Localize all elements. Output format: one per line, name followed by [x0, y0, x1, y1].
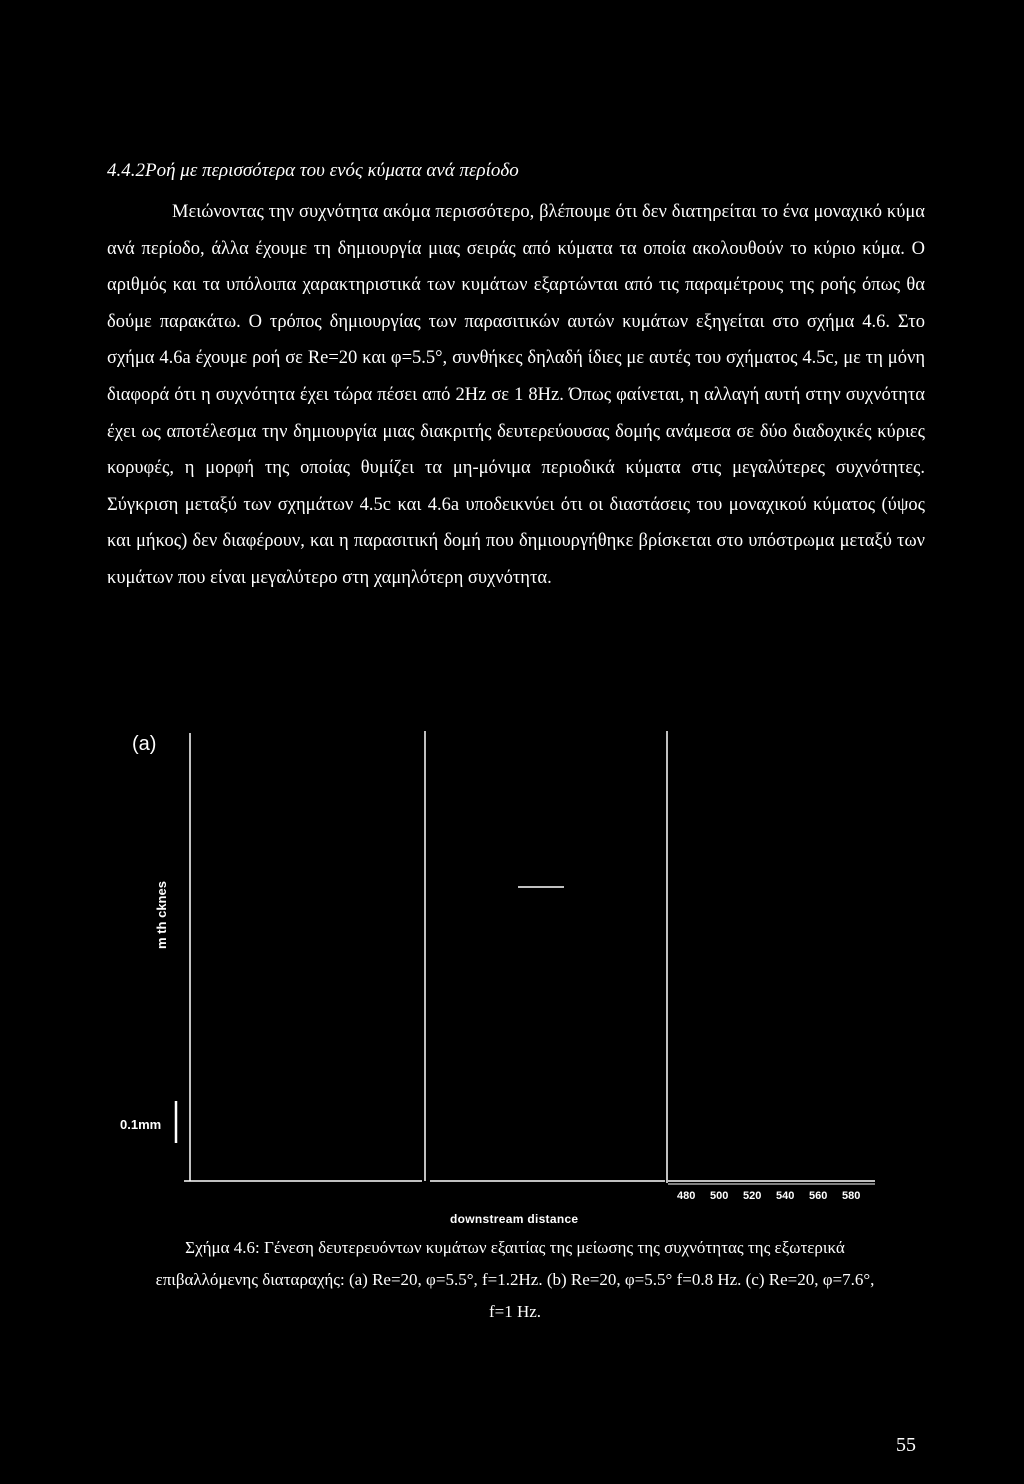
- section-heading: 4.4.2Ροή με περισσότερα του ενός κύματα ανά περίοδο: [107, 160, 519, 181]
- x-tick-label: 540: [776, 1190, 795, 1202]
- x-tick-label: 580: [842, 1190, 861, 1202]
- caption-line-1: Σχήμα 4.6: Γένεση δευτερευόντων κυμάτων εξαιτίας της μείωσης της συχνότητας της εξωτερικά: [185, 1238, 845, 1257]
- x-tick-label: 480: [677, 1190, 696, 1202]
- x-tick-label: 520: [743, 1190, 762, 1202]
- figure-caption: [100, 1232, 930, 1328]
- panel-label-a: (a): [132, 733, 157, 755]
- y-axis-title: m th cknes: [154, 881, 169, 949]
- caption-line-2: επιβαλλόμενης διαταραχής: (a) Re=20, φ=5.5°, f=1.2Hz. (b) Re=20, φ=5.5° f=0.8 Hz. (c) Re=20, φ=7.6°,: [155, 1270, 875, 1289]
- figure-4-6: [100, 725, 930, 1230]
- x-axis-title: downstream distance: [450, 1212, 579, 1226]
- x-tick-label: 560: [809, 1190, 828, 1202]
- scale-bar-label: 0.1mm: [120, 1117, 162, 1132]
- page-number: 55: [896, 1434, 916, 1456]
- caption-line-3: f=1 Hz.: [488, 1302, 542, 1321]
- body-paragraph: Μειώνοντας την συχνότητα ακόμα περισσότερο, βλέπουμε ότι δεν διατηρείται το ένα μοναχικό κύμα ανά περίοδο, άλλα έχουμε τη δημιουργία μιας σειράς από κύματα τα οποία ακολουθούν το κύριο κύμα. Ο αριθμός και τα υπόλοιπα χαρακτηριστικά των κυμάτων εξαρτώνται από τις παραμέτρους της ροής όπως θα δούμε παρακάτω. Ο τρόπος δημιουργίας των παρασιτικών αυτών κυμάτων εξηγείται στο σχήμα 4.6. Στο σχήμα 4.6a έχουμε ροή σε Re=20 και φ=5.5°, συνθήκες δηλαδή ίδιες με αυτές του σχήματος 4.5c, με τη μόνη διαφορά ότι η συχνότητα έχει τώρα πέσει από 2Hz σε 1 8Hz. Όπως φαίνεται, η αλλαγή αυτή στην συχνότητα έχει ως αποτέλεσμα την δημιουργία μιας διακριτής δευτερεύουσας δομής ανάμεσα σε δύο διαδοχικές κύριες κορυφές, η μορφή της οποίας θυμίζει τα μη-μόνιμα περιοδικά κύματα στις μεγαλύτερες συχνότητες. Σύγκριση μεταξύ των σχημάτων 4.5c και 4.6a υποδεικνύει ότι οι διαστάσεις του μοναχικού κύματος (ύψος και μήκος) δεν διαφέρουν, και η παρασιτική δομή που δημιουργήθηκε βρίσκεται στο υπόστρωμα μεταξύ των κυμάτων που είναι μεγαλύτερο στη χαμηλότερη συχνότητα.: [107, 202, 925, 588]
- x-tick-label: 500: [710, 1190, 729, 1202]
- figure-plot: [100, 725, 930, 1230]
